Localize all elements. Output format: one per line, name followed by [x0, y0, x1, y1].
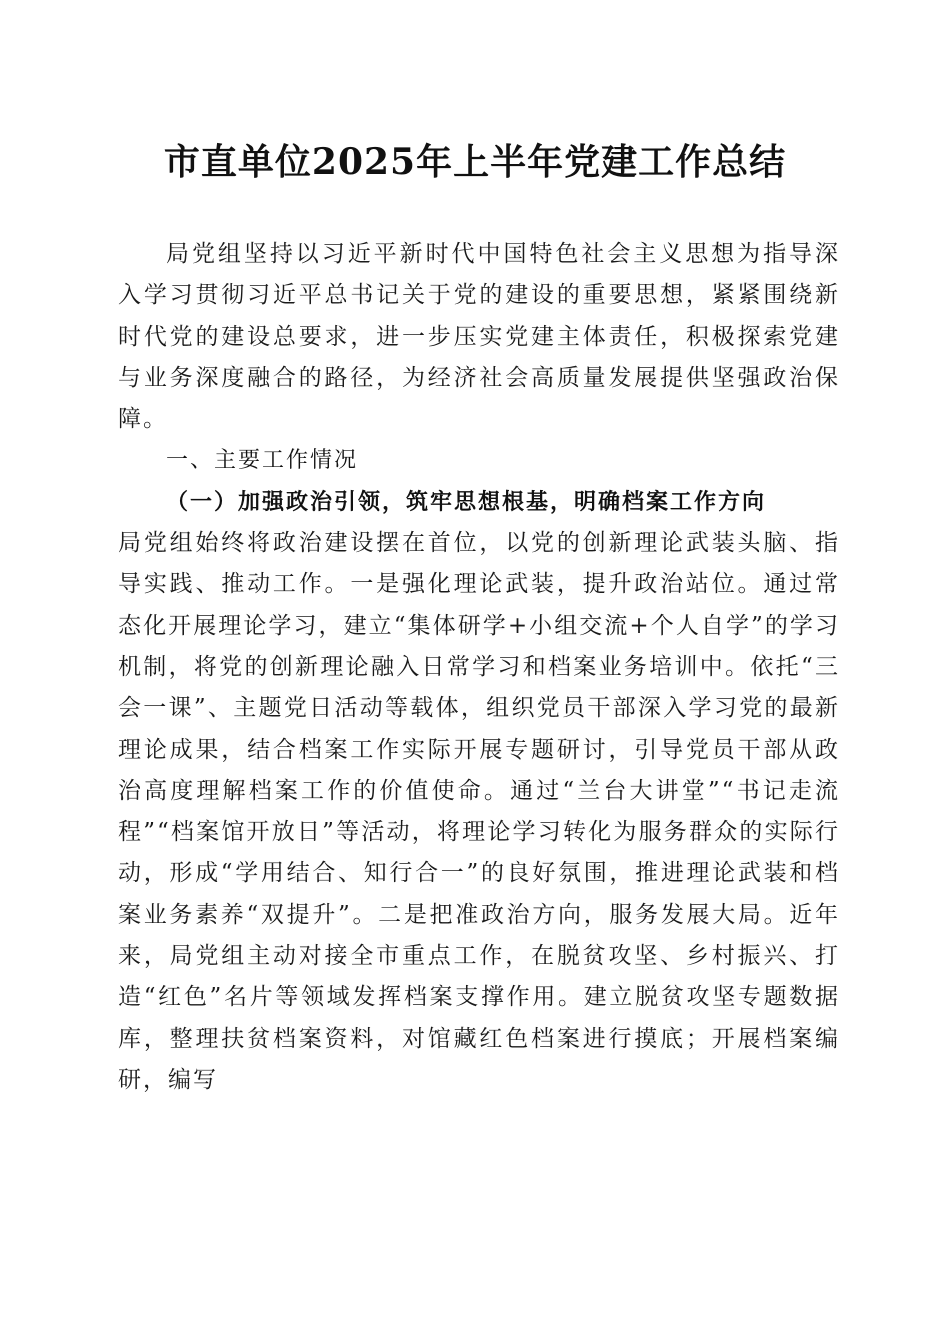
- document-title: 市直单位2025年上半年党建工作总结: [163, 141, 787, 183]
- intro-paragraph: 局党组坚持以习近平新时代中国特色社会主义思想为指导深入学习贯彻习近平总书记关于党的建设的重要思想，紧紧围绕新时代党的建设总要求，进一步压实党建主体责任，积极探索党建与业务深度融合的路径，为经济社会高质量发展提供坚强政治保障。: [118, 241, 840, 433]
- section-heading: 一、主要工作情况: [166, 448, 359, 474]
- document-body: [118, 234, 840, 1101]
- body-paragraph: 局党组始终将政治建设摆在首位，以党的创新理论武装头脑、指导实践、推动工作。一是强化理论武装，提升政治站位。通过常态化开展理论学习，建立“集体研学+小组交流+个人自学”的学习机制，将党的创新理论融入日常学习和档案业务培训中。依托“三会一课”、主题党日活动等载体，组织党员干部深入学习党的最新理论成果，结合档案工作实际开展专题研讨，引导党员干部从政治高度理解档案工作的价值使命。通过“兰台大讲堂”“书记走流程”“档案馆开放日”等活动，将理论学习转化为服务群众的实际行动，形成“学用结合、知行合一”的良好氛围，推进理论武装和档案业务素养“双提升”。二是把准政治方向，服务发展大局。近年来，局党组主动对接全市重点工作，在脱贫攻坚、乡村振兴、打造“红色”名片等领域发挥档案支撑作用。建立脱贫攻坚专题数据库，整理扶贫档案资料，对馆藏红色档案进行摸底；开展档案编研，编写: [118, 530, 840, 1093]
- subsection-heading: （一）加强政治引领，筑牢思想根基，明确档案工作方向: [166, 488, 767, 515]
